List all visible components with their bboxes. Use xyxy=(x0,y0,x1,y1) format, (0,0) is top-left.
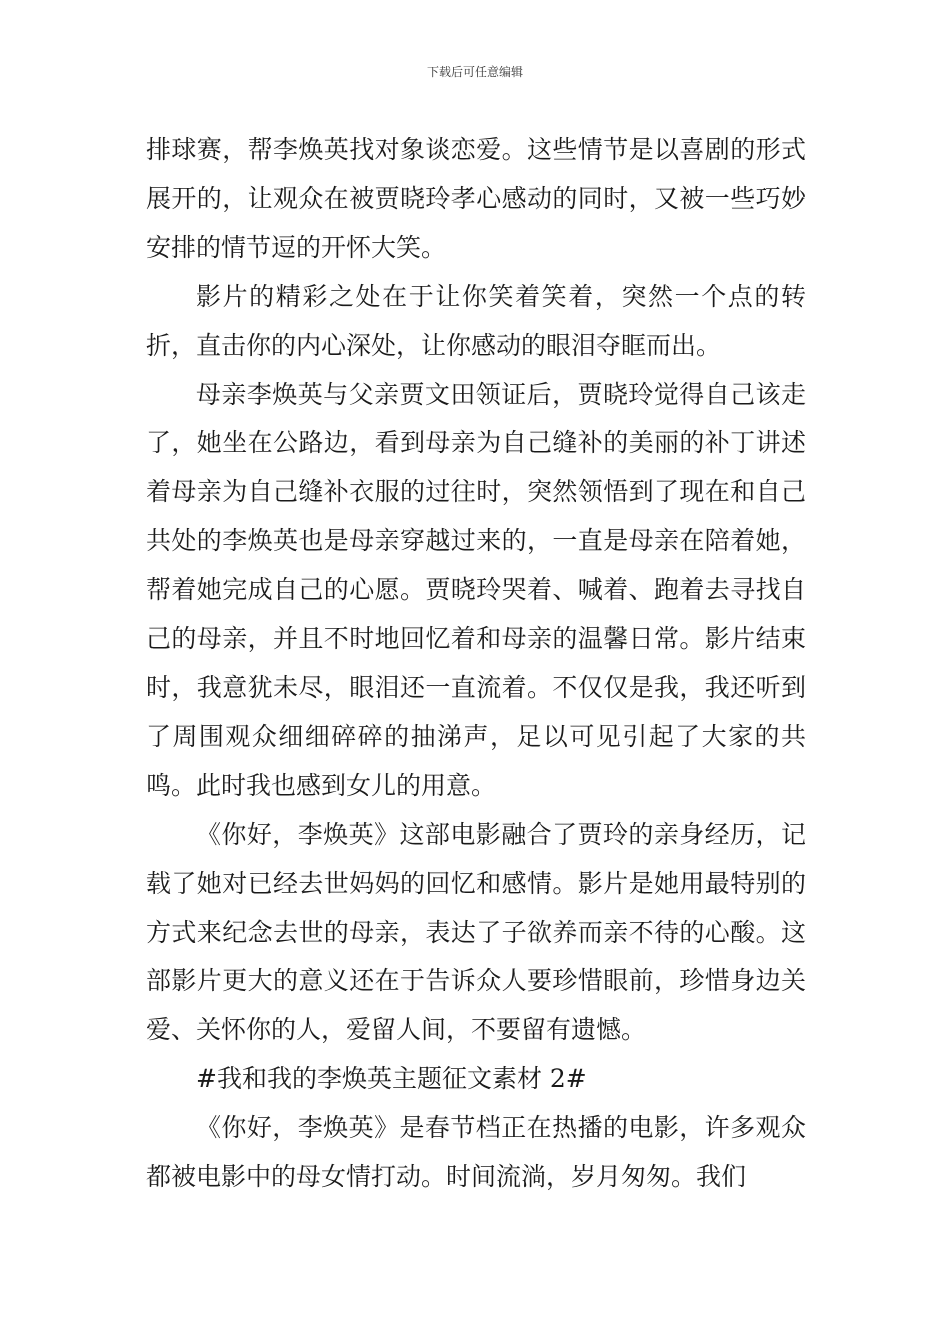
paragraph-4: 《你好，李焕英》这部电影融合了贾玲的亲身经历，记载了她对已经去世妈妈的回忆和感情。影片是她用最特别的方式来纪念去世的母亲，表达了子欲养而亲不待的心酸。这部影片更大的意义还在于告诉众人要珍惜眼前，珍惜身边关爱、关怀你的人，爱留人间，不要留有遗憾。 xyxy=(146,819,806,1045)
paragraph-1: 排球赛，帮李焕英找对象谈恋爱。这些情节是以喜剧的形式展开的，让观众在被贾晓玲孝心感动的同时，又被一些巧妙安排的情节逗的开怀大笑。 xyxy=(146,135,806,262)
section-heading: #我和我的李焕英主题征文素材 2# xyxy=(196,1064,587,1094)
paragraph-2: 影片的精彩之处在于让你笑着笑着，突然一个点的转折，直击你的内心深处，让你感动的眼泪夺眶而出。 xyxy=(146,281,806,360)
paragraph-3: 母亲李焕英与父亲贾文田领证后，贾晓玲觉得自己该走了，她坐在公路边，看到母亲为自己缝补的美丽的补丁讲述着母亲为自己缝补衣服的过往时，突然领悟到了现在和自己共处的李焕英也是母亲穿越过来的，一直是母亲在陪着她，帮着她完成自己的心愿。贾晓玲哭着、喊着、跑着去寻找自己的母亲，并且不时地回忆着和母亲的温馨日常。影片结束时，我意犹未尽，眼泪还一直流着。不仅仅是我，我还听到了周围观众细细碎碎的抽涕声，足以可见引起了大家的共鸣。此时我也感到女儿的用意。 xyxy=(146,379,806,800)
paragraph-5: 《你好，李焕英》是春节档正在热播的电影，许多观众都被电影中的母女情打动。时间流淌，岁月匆匆。我们 xyxy=(146,1113,806,1192)
page-header: 下载后可任意编辑 xyxy=(426,65,523,79)
document-body xyxy=(146,126,806,1202)
